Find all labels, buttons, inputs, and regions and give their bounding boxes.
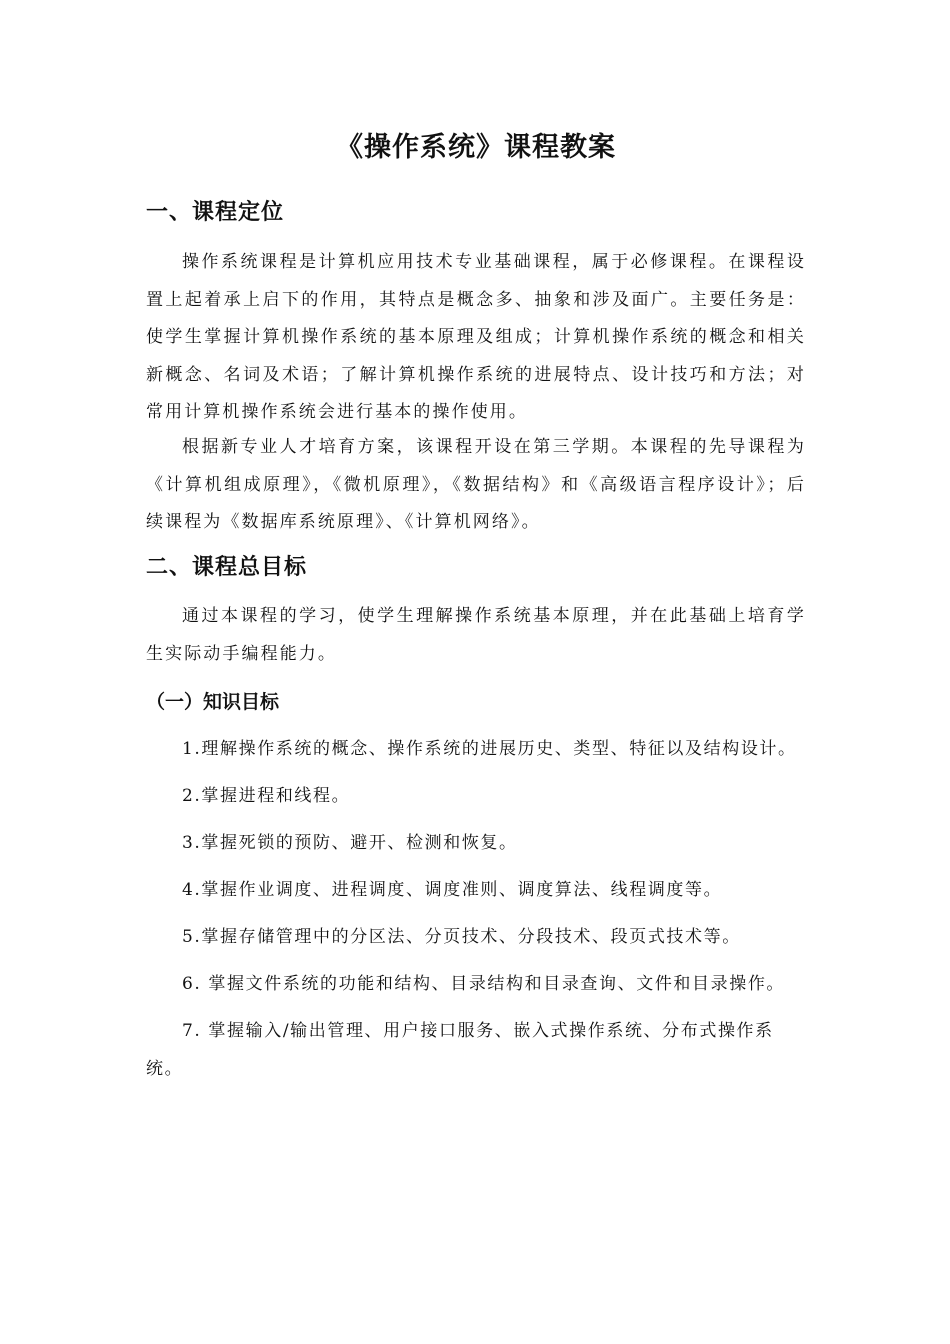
list-item: 5.掌握存储管理中的分区法、分页技术、分段技术、段页式技术等。 (182, 927, 741, 947)
list-item: 1.理解操作系统的概念、操作系统的进展历史、类型、特征以及结构设计。 (182, 739, 797, 759)
paragraph-course-schedule: 根据新专业人才培育方案，该课程开设在第三学期。本课程的先导课程为《计算机组成原理》，《微机原理》，《数据结构》和《高级语言程序设计》；后续课程为《数据库系统原理》、《计算机网络》。 (146, 437, 806, 532)
section-heading-course-goals: 二、课程总目标 (146, 555, 308, 580)
list-item: 7. 掌握输入/输出管理、用户接口服务、嵌入式操作系统、分布式操作系统。 (146, 1021, 774, 1079)
document-title: 《操作系统》课程教案 (336, 132, 616, 163)
list-item: 2.掌握进程和线程。 (182, 786, 351, 806)
list-item: 6. 掌握文件系统的功能和结构、目录结构和目录查询、文件和目录操作。 (182, 974, 786, 994)
section-heading-course-positioning: 一、课程定位 (146, 200, 285, 225)
subsection-heading-knowledge-goals: （一）知识目标 (146, 691, 280, 713)
list-item: 3.掌握死锁的预防、避开、检测和恢复。 (182, 833, 518, 853)
paragraph-course-goals: 通过本课程的学习，使学生理解操作系统基本原理，并在此基础上培育学生实际动手编程能力。 (146, 606, 806, 664)
paragraph-course-description: 操作系统课程是计算机应用技术专业基础课程，属于必修课程。在课程设置上起着承上启下的作用，其特点是概念多、抽象和涉及面广。主要任务是：使学生掌握计算机操作系统的基本原理及组成；计算机操作系统的概念和相关新概念、名词及术语；了解计算机操作系统的进展特点、设计技巧和方法；对常用计算机操作系统会进行基本的操作使用。 (146, 252, 806, 422)
list-item: 4.掌握作业调度、进程调度、调度准则、调度算法、线程调度等。 (182, 880, 723, 900)
document-page (146, 0, 806, 1344)
